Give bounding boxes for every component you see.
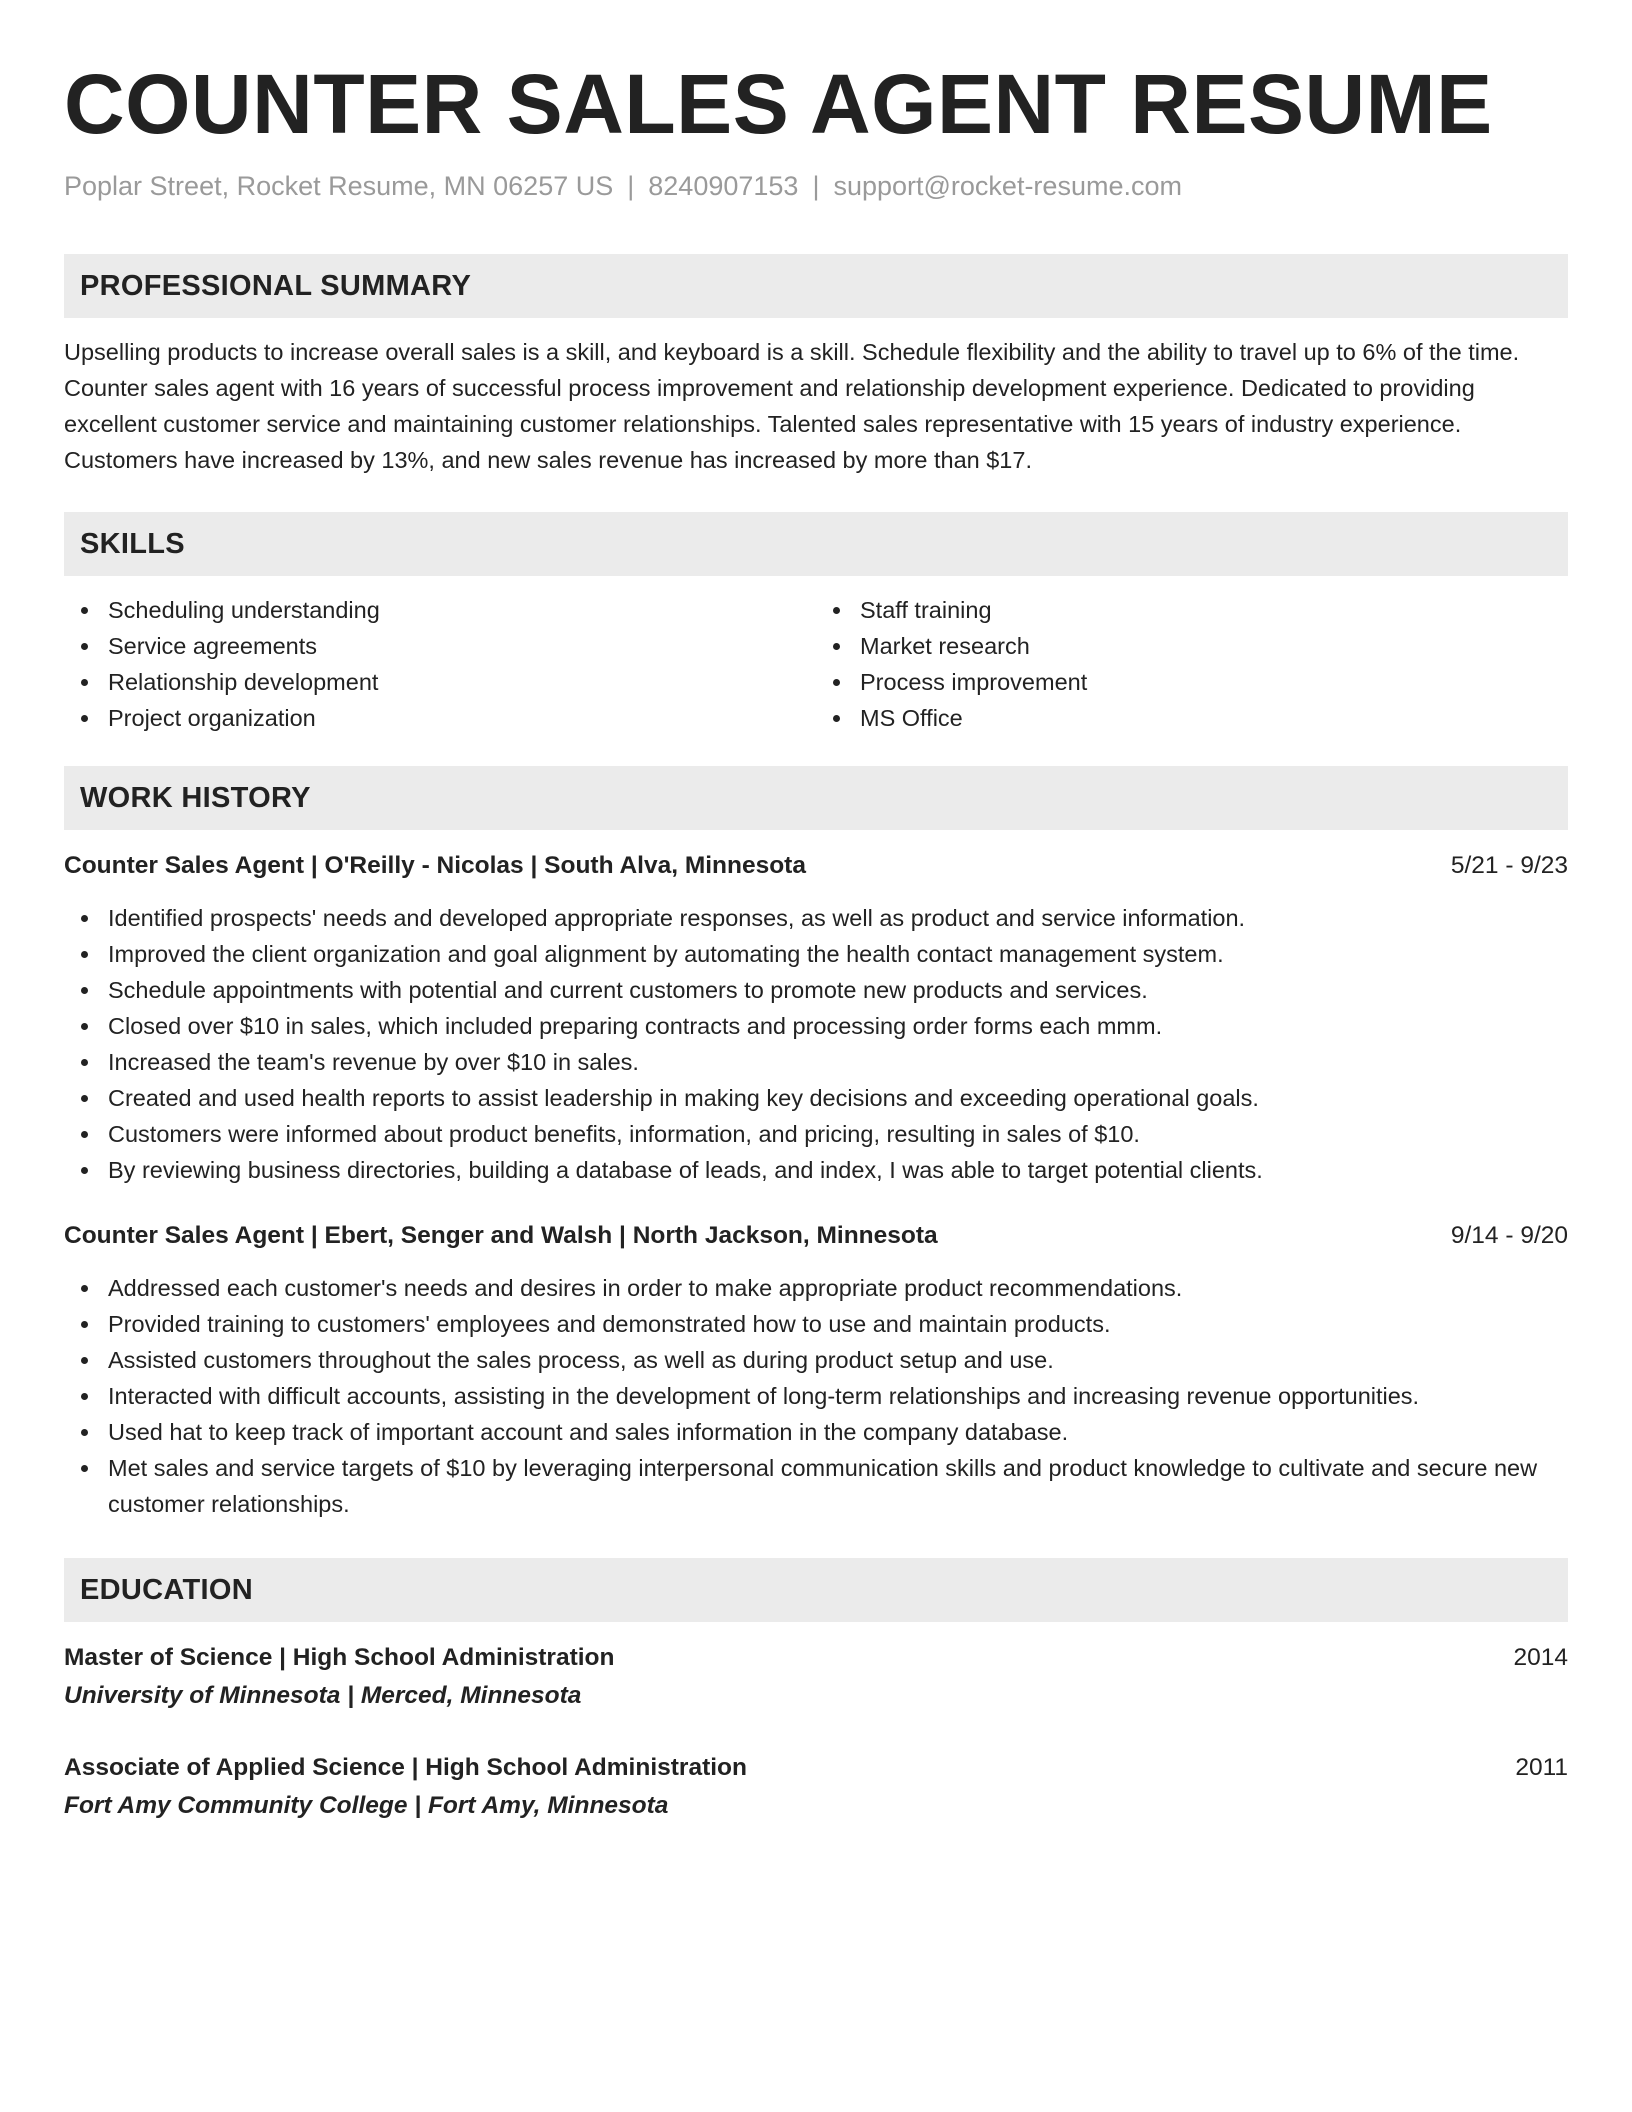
duty-text: Used hat to keep track of important account and sales information in the company database. xyxy=(108,1419,1069,1445)
skill-label: Staff training xyxy=(860,597,992,623)
summary-text: Upselling products to increase overall sales is a skill, and keyboard is a skill. Schedule flexibility and the ability to travel up to 6% of the time. Counter sales agent with 16 years of successful process improvement and relationship development experience. Dedicated to providing excellent customer service and maintaining customer relationships. Talented sales representative with 15 years of industry experience. Customers have increased by 13%, and new sales revenue has increased by more than $17. xyxy=(64,339,1520,473)
bullet-dot xyxy=(81,643,88,650)
bullet-dot xyxy=(81,679,88,686)
skill-item xyxy=(816,628,1568,664)
bullet-dot xyxy=(81,1285,88,1292)
bullet-dot xyxy=(81,1465,88,1472)
education-year: 2014 xyxy=(1513,1644,1568,1671)
skill-item xyxy=(816,664,1568,700)
bullet-dot xyxy=(81,1429,88,1436)
skill-item xyxy=(816,700,1568,736)
job-dates: 9/14 - 9/20 xyxy=(1450,1222,1568,1249)
section-header-skills: SKILLS xyxy=(64,512,1568,576)
duty-text: Schedule appointments with potential and current customers to promote new products and services. xyxy=(108,977,1148,1003)
skill-item xyxy=(64,592,816,628)
duty-text: Met sales and service targets of $10 by leveraging interpersonal communication skills and product knowledge to cultivate and secure new customer relationships. xyxy=(108,1455,1538,1517)
skills-column-left xyxy=(64,592,816,736)
job-header xyxy=(64,1218,1568,1254)
bullet-dot xyxy=(81,1023,88,1030)
contact-separator: | xyxy=(812,171,820,201)
duty-item xyxy=(64,1008,1568,1044)
contact-line xyxy=(64,168,1568,204)
duty-item xyxy=(64,972,1568,1008)
duty-text: By reviewing business directories, building a database of leads, and index, I was able to target potential clients. xyxy=(108,1157,1263,1183)
duty-item xyxy=(64,1378,1568,1414)
bullet-dot xyxy=(833,643,840,650)
duty-text: Provided training to customers' employees and demonstrated how to use and maintain products. xyxy=(108,1311,1111,1337)
duty-item xyxy=(64,1152,1568,1188)
bullet-dot xyxy=(81,915,88,922)
duty-text: Increased the team's revenue by over $10 in sales. xyxy=(108,1049,639,1075)
section-header-education: EDUCATION xyxy=(64,1558,1568,1622)
contact-separator: | xyxy=(627,171,635,201)
duty-item xyxy=(64,1270,1568,1306)
bullet-dot xyxy=(81,607,88,614)
skill-label: Service agreements xyxy=(108,633,317,659)
job-title: Counter Sales Agent | Ebert, Senger and Walsh | North Jackson, Minnesota xyxy=(64,1222,938,1249)
skill-label: Market research xyxy=(860,633,1030,659)
education-degree: Associate of Applied Science | High School Administration xyxy=(64,1754,747,1781)
skills-column-right xyxy=(816,592,1568,736)
job-entry xyxy=(64,848,1568,1188)
bullet-dot xyxy=(81,1131,88,1138)
duty-item xyxy=(64,1080,1568,1116)
skill-label: Scheduling understanding xyxy=(108,597,380,623)
education-header xyxy=(64,1640,1568,1676)
education-school: Fort Amy Community College | Fort Amy, Minnesota xyxy=(64,1792,669,1819)
job-entry xyxy=(64,1218,1568,1522)
bullet-dot xyxy=(81,1393,88,1400)
job-dates: 5/21 - 9/23 xyxy=(1450,852,1568,879)
bullet-dot xyxy=(81,1321,88,1328)
contact-phone: 8240907153 xyxy=(648,171,799,201)
job-title: Counter Sales Agent | O'Reilly - Nicolas | South Alva, Minnesota xyxy=(64,852,806,879)
section-header-work-history: WORK HISTORY xyxy=(64,766,1568,830)
duty-item xyxy=(64,1414,1568,1450)
skill-item xyxy=(64,700,816,736)
skill-item xyxy=(64,664,816,700)
duty-text: Interacted with difficult accounts, assisting in the development of long-term relationships and increasing revenue opportunities. xyxy=(108,1383,1420,1409)
bullet-dot xyxy=(81,715,88,722)
duty-text: Created and used health reports to assist leadership in making key decisions and exceeding operational goals. xyxy=(108,1085,1259,1111)
bullet-dot xyxy=(833,679,840,686)
duty-item xyxy=(64,1342,1568,1378)
duty-text: Addressed each customer's needs and desires in order to make appropriate product recommendations. xyxy=(108,1275,1183,1301)
duty-item xyxy=(64,900,1568,936)
duty-item xyxy=(64,1116,1568,1152)
job-duties xyxy=(64,900,1568,1188)
job-header xyxy=(64,848,1568,884)
duty-text: Assisted customers throughout the sales process, as well as during product setup and use. xyxy=(108,1347,1054,1373)
duty-text: Closed over $10 in sales, which included preparing contracts and processing order forms each mmm. xyxy=(108,1013,1163,1039)
bullet-dot xyxy=(81,1167,88,1174)
bullet-dot xyxy=(833,607,840,614)
skills-list xyxy=(64,592,1568,736)
bullet-dot xyxy=(81,987,88,994)
contact-address: Poplar Street, Rocket Resume, MN 06257 US xyxy=(64,171,614,201)
skill-label: MS Office xyxy=(860,705,963,731)
bullet-dot xyxy=(81,1357,88,1364)
duty-item xyxy=(64,1450,1568,1522)
contact-email: support@rocket-resume.com xyxy=(833,171,1182,201)
bullet-dot xyxy=(833,715,840,722)
job-duties xyxy=(64,1270,1568,1522)
skill-item xyxy=(816,592,1568,628)
education-year: 2011 xyxy=(1515,1754,1568,1781)
education-entry xyxy=(64,1640,1568,1714)
skill-item xyxy=(64,628,816,664)
bullet-dot xyxy=(81,1059,88,1066)
duty-item xyxy=(64,1044,1568,1080)
section-header-summary: PROFESSIONAL SUMMARY xyxy=(64,254,1568,318)
duty-item xyxy=(64,1306,1568,1342)
education-entry xyxy=(64,1750,1568,1824)
duty-text: Improved the client organization and goal alignment by automating the health contact management system. xyxy=(108,941,1224,967)
duty-text: Customers were informed about product benefits, information, and pricing, resulting in sales of $10. xyxy=(108,1121,1140,1147)
bullet-dot xyxy=(81,1095,88,1102)
skill-label: Relationship development xyxy=(108,669,379,695)
duty-text: Identified prospects' needs and developed appropriate responses, as well as product and service information. xyxy=(108,905,1246,931)
education-degree: Master of Science | High School Administration xyxy=(64,1644,615,1671)
education-school: University of Minnesota | Merced, Minnesota xyxy=(64,1682,582,1709)
bullet-dot xyxy=(81,951,88,958)
resume-title: COUNTER SALES AGENT RESUME xyxy=(64,57,1493,151)
education-header xyxy=(64,1750,1568,1786)
skill-label: Process improvement xyxy=(860,669,1088,695)
duty-item xyxy=(64,936,1568,972)
skill-label: Project organization xyxy=(108,705,316,731)
